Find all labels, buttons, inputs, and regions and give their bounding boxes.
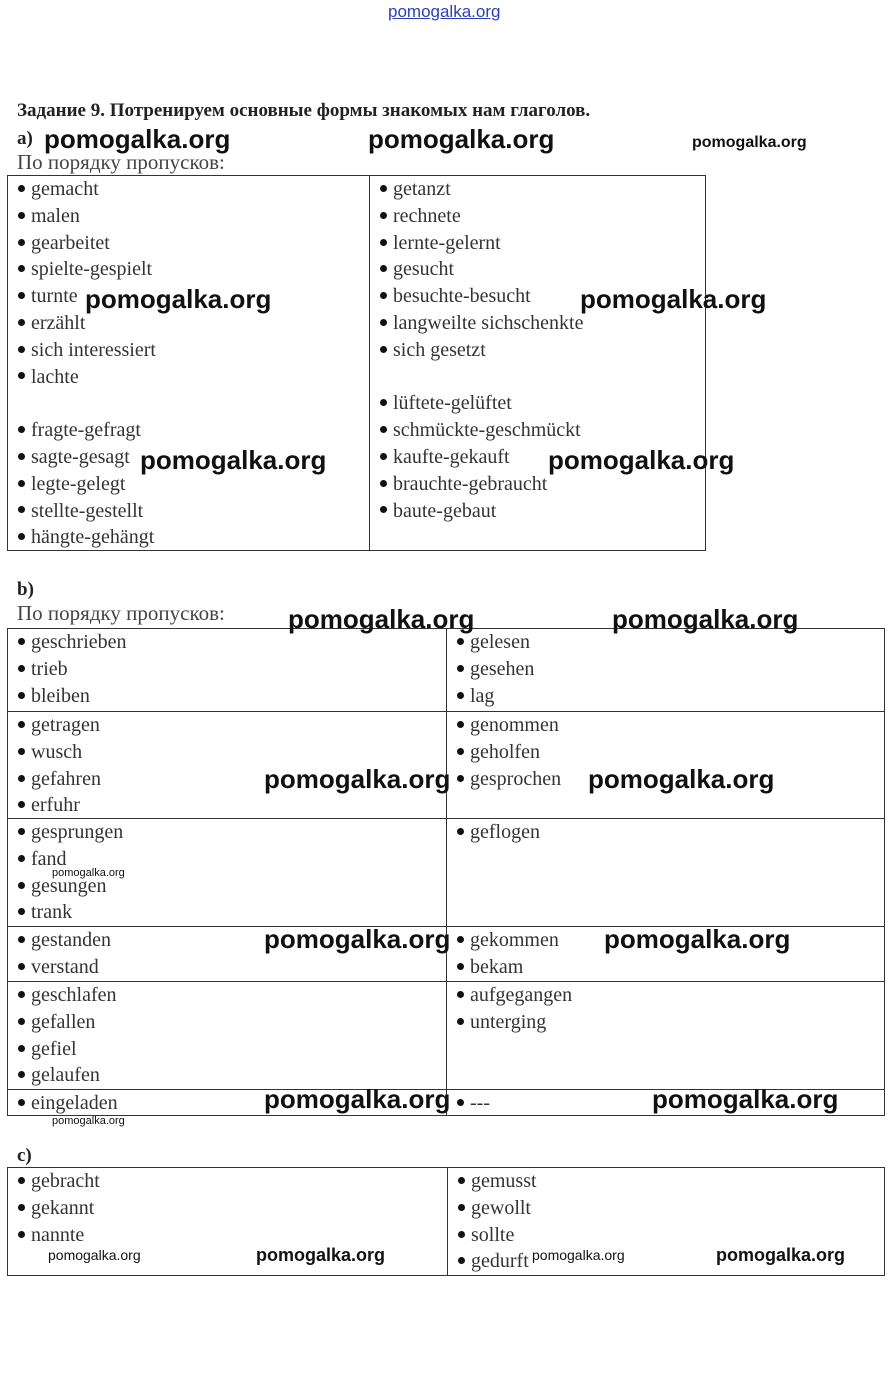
watermark: pomogalka.org xyxy=(548,445,735,475)
list-item xyxy=(18,739,446,766)
part-a-subtitle: По порядку пропусков: xyxy=(17,150,225,174)
list-item xyxy=(457,982,884,1009)
verb-form: sagte-gesagt xyxy=(31,445,130,468)
verb-form: fragte-gefragt xyxy=(31,419,141,442)
verb-form: wusch xyxy=(31,740,83,763)
bullet-icon xyxy=(380,480,387,487)
list-item xyxy=(18,256,369,283)
list-item xyxy=(18,792,446,819)
list-item xyxy=(457,819,884,846)
verb-form: gefallen xyxy=(31,1010,96,1033)
list-item xyxy=(18,954,446,981)
verb-form: sich gesetzt xyxy=(393,338,486,361)
verb-form: gesehen xyxy=(470,657,535,680)
bullet-icon xyxy=(18,665,25,672)
verb-form: malen xyxy=(31,204,80,227)
list-item xyxy=(380,256,705,283)
list-item xyxy=(457,954,884,981)
verb-form: bleiben xyxy=(31,684,90,707)
verb-form: gesprochen xyxy=(470,767,562,790)
list-item xyxy=(380,203,705,230)
list-item xyxy=(457,656,884,683)
list-item xyxy=(18,498,369,525)
verb-form: getragen xyxy=(31,714,100,736)
list-item xyxy=(18,417,369,444)
verb-form: gefahren xyxy=(31,767,101,790)
bullet-icon xyxy=(18,506,25,513)
list-item xyxy=(18,982,446,1009)
part-b-subtitle: По порядку пропусков: xyxy=(17,601,225,625)
bullet-icon xyxy=(457,936,464,943)
bullet-icon xyxy=(458,1231,465,1238)
verb-form: eingeladen xyxy=(31,1092,118,1114)
part-a-left-column xyxy=(8,176,369,550)
bullet-icon xyxy=(380,212,387,219)
verb-form: fand xyxy=(31,847,67,870)
bullet-icon xyxy=(457,748,464,755)
bullet-icon xyxy=(380,319,387,326)
part-a-right-column xyxy=(369,176,705,550)
bullet-icon xyxy=(18,748,25,755)
list-item xyxy=(18,337,369,364)
bullet-icon xyxy=(18,265,25,272)
part-a-table xyxy=(7,175,706,551)
bullet-icon xyxy=(18,1099,25,1106)
watermark: pomogalka.org xyxy=(140,445,327,475)
bullet-icon xyxy=(18,775,25,782)
bullet-icon xyxy=(18,882,25,889)
list-item xyxy=(457,739,884,766)
verb-form: lachte xyxy=(31,365,79,388)
watermark: pomogalka.org xyxy=(52,1115,125,1127)
verb-form: getanzt xyxy=(393,178,451,200)
bullet-icon xyxy=(457,1099,464,1106)
verb-form: stellte-gestellt xyxy=(31,499,144,522)
list-item xyxy=(18,176,369,203)
bullet-icon xyxy=(457,721,464,728)
bullet-icon xyxy=(18,453,25,460)
list-item xyxy=(18,364,369,391)
watermark: pomogalka.org xyxy=(264,924,451,954)
bullet-icon xyxy=(457,692,464,699)
verb-form: gestanden xyxy=(31,929,111,951)
bullet-icon xyxy=(18,1071,25,1078)
watermark: pomogalka.org xyxy=(716,1245,846,1265)
bullet-icon xyxy=(18,372,25,379)
watermark: pomogalka.org xyxy=(580,284,767,314)
verb-form: besuchte-besucht xyxy=(393,285,531,308)
verb-form: genommen xyxy=(470,714,559,736)
verb-form: brauchte-gebraucht xyxy=(393,472,548,495)
bullet-icon xyxy=(380,506,387,513)
verb-form: gebracht xyxy=(31,1170,100,1192)
watermark: pomogalka.org xyxy=(368,124,555,154)
list-item xyxy=(380,176,705,203)
verb-form: kaufte-gekauft xyxy=(393,445,510,468)
bullet-icon xyxy=(18,346,25,353)
verb-form: turnte xyxy=(31,285,78,308)
bullet-icon xyxy=(18,1018,25,1025)
bullet-icon xyxy=(18,1177,25,1184)
bullet-icon xyxy=(458,1204,465,1211)
verb-form: nannte xyxy=(31,1223,85,1246)
verb-form: gesungen xyxy=(31,874,107,897)
watermark: pomogalka.org xyxy=(52,867,125,879)
bullet-icon xyxy=(18,292,25,299)
watermark: pomogalka.org xyxy=(48,1247,141,1263)
bullet-icon xyxy=(18,638,25,645)
list-gap xyxy=(380,364,705,391)
bullet-icon xyxy=(18,936,25,943)
verb-form: gekommen xyxy=(470,929,559,951)
bullet-icon xyxy=(18,533,25,540)
bullet-icon xyxy=(18,801,25,808)
verb-form: sich interessiert xyxy=(31,338,156,361)
part-b-label: b) xyxy=(17,579,34,600)
bullet-icon xyxy=(457,638,464,645)
verb-form: gesprungen xyxy=(31,821,124,843)
verb-form: gemacht xyxy=(31,178,99,200)
verb-form: lüftete-gelüftet xyxy=(393,392,512,415)
verb-form: spielte-gespielt xyxy=(31,258,153,281)
list-item xyxy=(18,899,446,926)
bullet-icon xyxy=(457,991,464,998)
bullet-icon xyxy=(457,775,464,782)
part-b-row-1-right xyxy=(446,629,884,711)
bullet-icon xyxy=(380,185,387,192)
list-item xyxy=(18,819,446,846)
bullet-icon xyxy=(18,212,25,219)
verb-form: gesucht xyxy=(393,258,455,281)
verb-form: verstand xyxy=(31,955,99,978)
part-a-label: a) xyxy=(17,128,33,149)
list-item xyxy=(18,1036,446,1063)
verb-form: sollte xyxy=(471,1223,515,1246)
watermark: pomogalka.org xyxy=(264,1084,451,1114)
bullet-icon xyxy=(18,1231,25,1238)
watermark: pomogalka.org xyxy=(264,764,451,794)
bullet-icon xyxy=(18,185,25,192)
bullet-icon xyxy=(18,1045,25,1052)
watermark: pomogalka.org xyxy=(588,764,775,794)
verb-form: trieb xyxy=(31,657,68,680)
bullet-icon xyxy=(380,292,387,299)
verb-form: bekam xyxy=(470,955,524,978)
header-watermark-link[interactable]: pomogalka.org xyxy=(388,2,501,21)
verb-form: schmückte-geschmückt xyxy=(393,419,581,442)
verb-form: geflogen xyxy=(470,821,540,843)
verb-form: gekannt xyxy=(31,1196,95,1219)
part-b-table xyxy=(7,628,885,1116)
verb-form: geschlafen xyxy=(31,984,117,1006)
part-b-row-3-right xyxy=(446,819,884,926)
verb-form: erfuhr xyxy=(31,794,80,817)
bullet-icon xyxy=(18,1204,25,1211)
bullet-icon xyxy=(458,1177,465,1184)
verb-form: langweilte sichschenkte xyxy=(393,311,584,334)
bullet-icon xyxy=(18,319,25,326)
watermark: pomogalka.org xyxy=(652,1084,839,1114)
list-item xyxy=(457,1009,884,1036)
watermark: pomogalka.org xyxy=(612,604,799,634)
list-item xyxy=(457,712,884,739)
part-b-row-5-left xyxy=(8,982,446,1089)
verb-form: aufgegangen xyxy=(470,984,573,1006)
bullet-icon xyxy=(380,346,387,353)
list-item xyxy=(18,1009,446,1036)
watermark: pomogalka.org xyxy=(604,924,791,954)
list-item xyxy=(18,712,446,739)
bullet-icon xyxy=(380,265,387,272)
verb-form: gemusst xyxy=(471,1170,537,1192)
watermark: pomogalka.org xyxy=(532,1247,625,1263)
part-b-row-1-left xyxy=(8,629,446,711)
bullet-icon xyxy=(18,991,25,998)
verb-form: geholfen xyxy=(470,740,540,763)
list-item xyxy=(18,524,369,551)
list-item xyxy=(380,417,705,444)
list-item xyxy=(457,683,884,710)
list-item xyxy=(458,1168,884,1195)
watermark: pomogalka.org xyxy=(44,124,231,154)
verb-form: hängte-gehängt xyxy=(31,526,155,549)
bullet-icon xyxy=(18,908,25,915)
part-a-left-list xyxy=(18,176,369,551)
verb-form: geschrieben xyxy=(31,631,127,653)
list-item xyxy=(18,230,369,257)
bullet-icon xyxy=(380,426,387,433)
verb-form: gefiel xyxy=(31,1037,77,1060)
watermark: pomogalka.org xyxy=(256,1245,386,1265)
verb-form: gedurft xyxy=(471,1250,529,1273)
bullet-icon xyxy=(18,426,25,433)
list-item xyxy=(18,1195,447,1222)
watermark: pomogalka.org xyxy=(85,284,272,314)
verb-form: lernte-gelernt xyxy=(393,231,501,254)
bullet-icon xyxy=(18,855,25,862)
list-item xyxy=(18,656,446,683)
list-gap xyxy=(18,390,369,417)
bullet-icon xyxy=(18,692,25,699)
list-item xyxy=(458,1195,884,1222)
bullet-icon xyxy=(458,1257,465,1264)
bullet-icon xyxy=(18,721,25,728)
list-item xyxy=(380,498,705,525)
bullet-icon xyxy=(18,239,25,246)
bullet-icon xyxy=(18,828,25,835)
verb-form: --- xyxy=(470,1092,490,1114)
list-item xyxy=(380,337,705,364)
watermark: pomogalka.org xyxy=(692,134,807,151)
verb-form: lag xyxy=(470,684,495,707)
bullet-icon xyxy=(380,399,387,406)
verb-form: rechnete xyxy=(393,204,461,227)
verb-form: baute-gebaut xyxy=(393,499,497,522)
list-item xyxy=(18,1168,447,1195)
verb-form: unterging xyxy=(470,1010,547,1033)
bullet-icon xyxy=(457,828,464,835)
verb-form: gelesen xyxy=(470,631,530,653)
part-c-label: c) xyxy=(17,1145,32,1166)
list-item xyxy=(18,683,446,710)
verb-form: trank xyxy=(31,901,73,924)
verb-form: gelaufen xyxy=(31,1064,100,1087)
verb-form: erzählt xyxy=(31,311,86,334)
part-b-row-5-right xyxy=(446,982,884,1089)
bullet-icon xyxy=(18,480,25,487)
watermark: pomogalka.org xyxy=(288,604,475,634)
bullet-icon xyxy=(457,665,464,672)
verb-form: gearbeitet xyxy=(31,231,110,254)
list-item xyxy=(18,203,369,230)
exercise-heading: Задание 9. Потренируем основные формы знакомых нам глаголов. xyxy=(17,100,591,121)
bullet-icon xyxy=(18,963,25,970)
bullet-icon xyxy=(457,1018,464,1025)
bullet-icon xyxy=(380,239,387,246)
verb-form: legte-gelegt xyxy=(31,472,126,495)
verb-form: gewollt xyxy=(471,1196,531,1219)
bullet-icon xyxy=(380,453,387,460)
list-item xyxy=(380,390,705,417)
bullet-icon xyxy=(457,963,464,970)
list-item xyxy=(380,230,705,257)
